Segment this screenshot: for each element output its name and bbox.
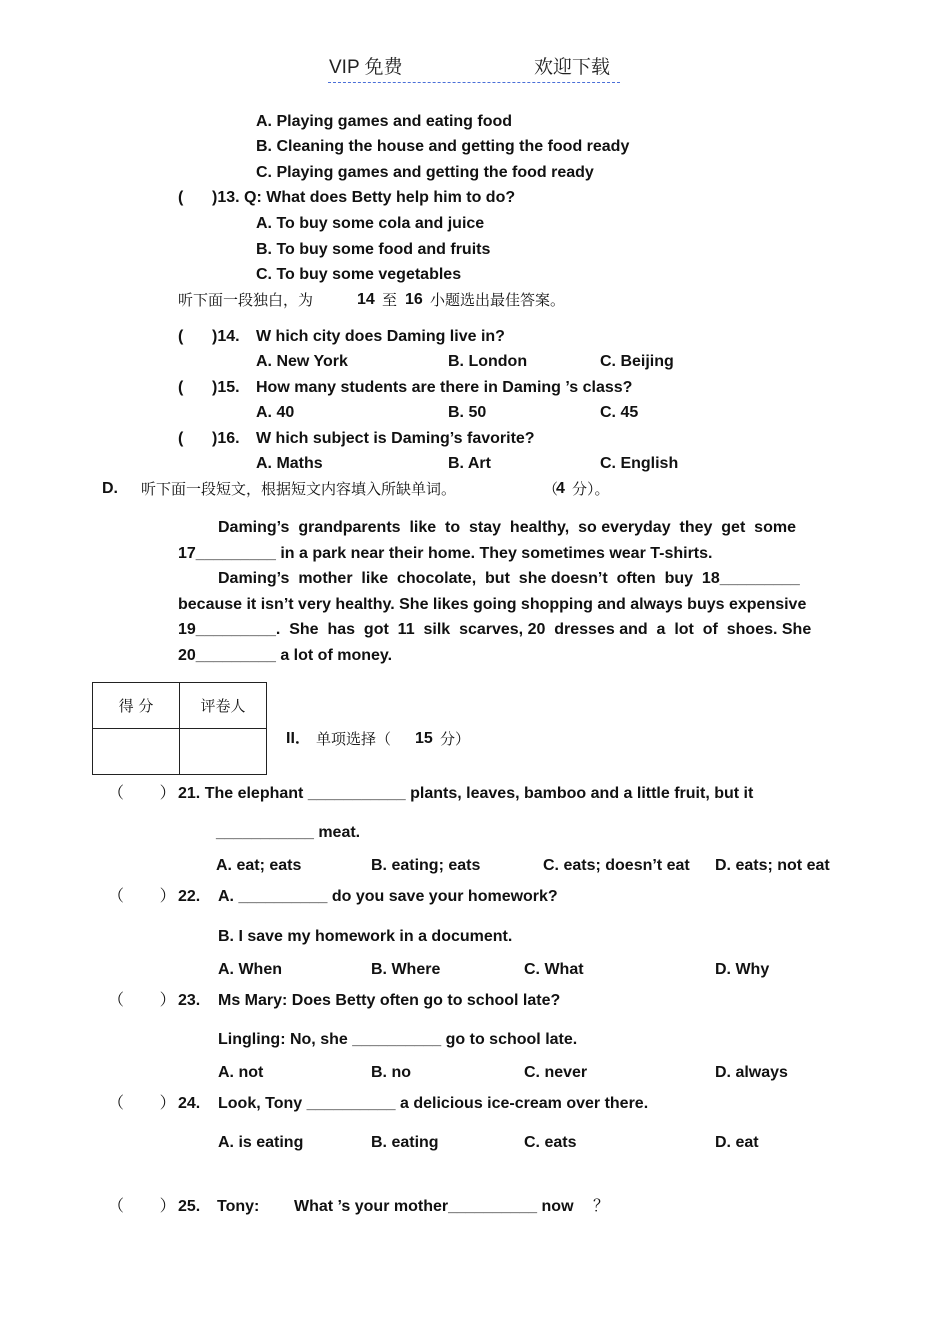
q25-answer-paren: （ ） xyxy=(108,1198,176,1215)
q23-option-a: A. not xyxy=(218,1064,264,1081)
q14-option-b: B. London xyxy=(448,353,528,370)
q12-option-c: C. Playing games and getting the food ready xyxy=(256,164,594,181)
q22-stem-line-2: B. I save my homework in a document. xyxy=(218,928,513,945)
q21-option-b: B. eating; eats xyxy=(371,857,481,874)
q21-stem-line-2: ___________ meat. xyxy=(216,824,361,841)
passage-line-2: 17_________ in a park near their home. They sometimes wear T-shirts. xyxy=(178,545,713,562)
section-d-label: D. xyxy=(102,480,118,497)
section-ii-score-number: 15 xyxy=(415,730,433,747)
section-d-score-number: 4 xyxy=(556,480,565,497)
score-table-grader-cell xyxy=(180,729,267,775)
q22-stem-line-1: A. __________ do you save your homework? xyxy=(218,888,558,905)
q24-answer-paren: （ ） xyxy=(108,1095,176,1112)
q16-option-a: A. Maths xyxy=(256,455,323,472)
q23-answer-paren: （ ） xyxy=(108,992,176,1009)
q15-option-b: B. 50 xyxy=(448,404,487,421)
score-table xyxy=(92,682,267,775)
q15-option-c: C. 45 xyxy=(600,404,639,421)
q24-option-d: D. eat xyxy=(715,1134,759,1151)
passage-line-6: 20_________ a lot of money. xyxy=(178,647,393,664)
q16-stem: W hich subject is Daming’s favorite? xyxy=(256,430,535,447)
page-header xyxy=(328,56,620,83)
score-table-grader-header: 评卷人 xyxy=(180,683,267,729)
passage-line-3: Daming’s mother like chocolate, but she doesn’t often buy 18_________ xyxy=(218,570,800,587)
q13-stem: )13. Q: What does Betty help him to do? xyxy=(212,189,516,206)
q21-option-a: A. eat; eats xyxy=(216,857,302,874)
score-table-score-header: 得 分 xyxy=(93,683,180,729)
q14-paren: ( xyxy=(178,328,184,345)
q22-option-c: C. What xyxy=(524,961,584,978)
q25-stem-line-1: What ’s your mother__________ now xyxy=(294,1198,574,1215)
q16-paren: ( xyxy=(178,430,184,447)
q15-stem: How many students are there in Daming ’s class? xyxy=(256,379,633,396)
q24-option-c: C. eats xyxy=(524,1134,577,1151)
section-d-instruction: 听下面一段短文，根据短文内容填入所缺单词。 xyxy=(141,480,457,498)
q21-stem-line-1: 21. The elephant ___________ plants, leaves, bamboo and a little fruit, but it xyxy=(178,785,754,802)
header-left: VIP 免费 xyxy=(329,57,403,78)
q21-option-d: D. eats; not eat xyxy=(715,857,830,874)
q22-option-b: B. Where xyxy=(371,961,441,978)
q12-option-b: B. Cleaning the house and getting the food ready xyxy=(256,138,630,155)
q16-option-b: B. Art xyxy=(448,455,491,472)
q25-speaker: Tony: xyxy=(217,1198,260,1215)
q23-option-b: B. no xyxy=(371,1064,411,1081)
q21-option-c: C. eats; doesn’t eat xyxy=(543,857,690,874)
q23-option-c: C. never xyxy=(524,1064,588,1081)
q23-number: 23. xyxy=(178,992,201,1009)
q25-number: 25. xyxy=(178,1198,201,1215)
monologue-instruction-num2: 16 xyxy=(405,291,423,308)
q24-stem-line-1: Look, Tony __________ a delicious ice-cream over there. xyxy=(218,1095,649,1112)
section-ii-title: 单项选择（ xyxy=(316,730,392,748)
q15-paren: ( xyxy=(178,379,184,396)
q22-option-d: D. Why xyxy=(715,961,770,978)
q23-stem-line-1: Ms Mary: Does Betty often go to school late? xyxy=(218,992,561,1009)
q15-option-a: A. 40 xyxy=(256,404,295,421)
q13-paren: ( xyxy=(178,189,184,206)
monologue-instruction-part3: 小题选出最佳答案。 xyxy=(430,291,566,309)
section-ii-label: II． xyxy=(286,730,311,747)
q23-option-d: D. always xyxy=(715,1064,788,1081)
q21-answer-paren: （ ） xyxy=(108,785,176,802)
q13-option-c: C. To buy some vegetables xyxy=(256,266,462,283)
header-right: 欢迎下载 xyxy=(534,57,611,78)
monologue-instruction-part1: 听下面一段独白，为 xyxy=(178,291,314,309)
q14-option-c: C. Beijing xyxy=(600,353,674,370)
q22-answer-paren: （ ） xyxy=(108,888,176,905)
q14-option-a: A. New York xyxy=(256,353,348,370)
q24-option-b: B. eating xyxy=(371,1134,439,1151)
monologue-instruction-num1: 14 xyxy=(357,291,375,308)
section-d-score-close: 分）。 xyxy=(572,480,610,498)
q14-stem: W hich city does Daming live in? xyxy=(256,328,505,345)
passage-line-1: Daming’s grandparents like to stay healthy, so everyday they get some xyxy=(218,519,796,536)
monologue-instruction-part2: 至 xyxy=(382,291,398,309)
q14-number: )14. xyxy=(212,328,240,345)
q22-number: 22. xyxy=(178,888,201,905)
passage-line-5: 19_________. She has got 11 silk scarves, 20 dresses and a lot of shoes. She xyxy=(178,621,812,638)
q25-question-mark: ？ xyxy=(593,1198,610,1215)
q12-option-a: A. Playing games and eating food xyxy=(256,113,513,130)
q23-stem-line-2: Lingling: No, she __________ go to school late. xyxy=(218,1031,578,1048)
section-d-score-open: （ xyxy=(543,480,559,498)
q13-option-a: A. To buy some cola and juice xyxy=(256,215,485,232)
q22-option-a: A. When xyxy=(218,961,282,978)
passage-line-4: because it isn’t very healthy. She likes going shopping and always buys expensive xyxy=(178,596,807,613)
q16-option-c: C. English xyxy=(600,455,679,472)
q15-number: )15. xyxy=(212,379,240,396)
q16-number: )16. xyxy=(212,430,240,447)
q24-number: 24. xyxy=(178,1095,201,1112)
q13-option-b: B. To buy some food and fruits xyxy=(256,241,491,258)
section-ii-score-unit: 分） xyxy=(440,730,471,748)
score-table-score-cell xyxy=(93,729,180,775)
q24-option-a: A. is eating xyxy=(218,1134,304,1151)
